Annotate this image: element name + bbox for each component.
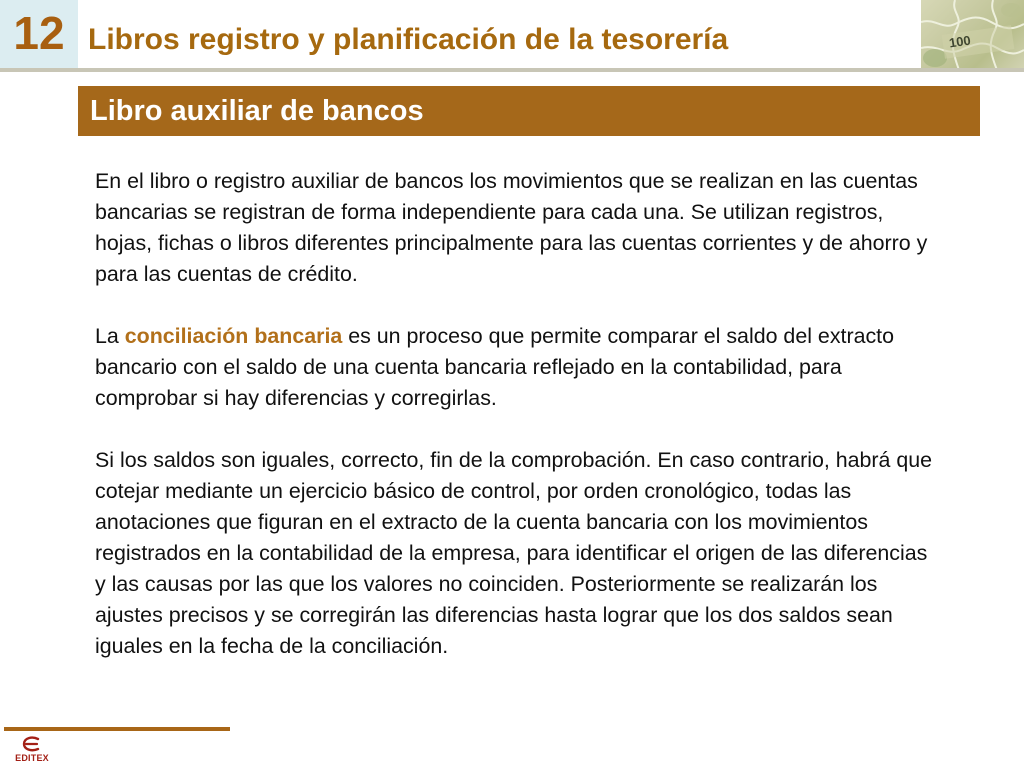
section-title: Libro auxiliar de bancos bbox=[90, 95, 424, 127]
chapter-badge bbox=[0, 0, 78, 68]
slide-header bbox=[0, 0, 1024, 72]
paragraph-conciliacion-lead: La bbox=[95, 324, 125, 348]
page-title: Libros registro y planificación de la tesorería bbox=[88, 23, 729, 56]
paragraph-libro-auxiliar: En el libro o registro auxiliar de bancos los movimientos que se realizan en las cuentas bancarias se registran de forma independiente para cada una. Se utilizan registros, hojas, fichas o libros diferentes principalmente para las cuentas corrientes y de ahorro y para las cuentas de crédito. bbox=[95, 169, 928, 286]
puzzle-pattern-icon bbox=[921, 0, 1024, 70]
editex-logo bbox=[6, 736, 58, 766]
euro-banknote-image bbox=[921, 0, 1024, 70]
header-divider bbox=[0, 68, 1024, 72]
footer-divider bbox=[4, 727, 230, 731]
body-text bbox=[95, 166, 935, 693]
highlighted-term: conciliación bancaria bbox=[124, 324, 343, 348]
paragraph-conciliacion-rest: es un proceso que permite comparar el saldo del extracto bancario con el saldo de una cuenta bancaria reflejado en la contabilidad, para comprobar si hay diferencias y corregirlas. bbox=[95, 324, 895, 410]
paragraph-conciliacion bbox=[95, 321, 935, 414]
section-title-bar bbox=[78, 86, 980, 136]
logo-text: EDITEX bbox=[15, 753, 49, 763]
paragraph-comprobacion: Si los saldos son iguales, correcto, fin de la comprobación. En caso contrario, habrá que cotejar mediante un ejercicio básico de control, por orden cronológico, todas las anotaciones que figuran en el extracto de la cuenta bancaria con los movimientos registrados en la contabilidad de la empresa, para identificar el origen de las diferencias y las causas por las que los valores no coinciden. Posteriormente se realizarán los ajustes precisos y se corregirán las diferencias hasta lograr que los dos saldos sean iguales en la fecha de la conciliación. bbox=[95, 448, 933, 658]
chapter-number: 12 bbox=[13, 7, 65, 59]
editex-logo-icon bbox=[20, 736, 42, 753]
banknote-value-label: 100 bbox=[948, 32, 972, 51]
